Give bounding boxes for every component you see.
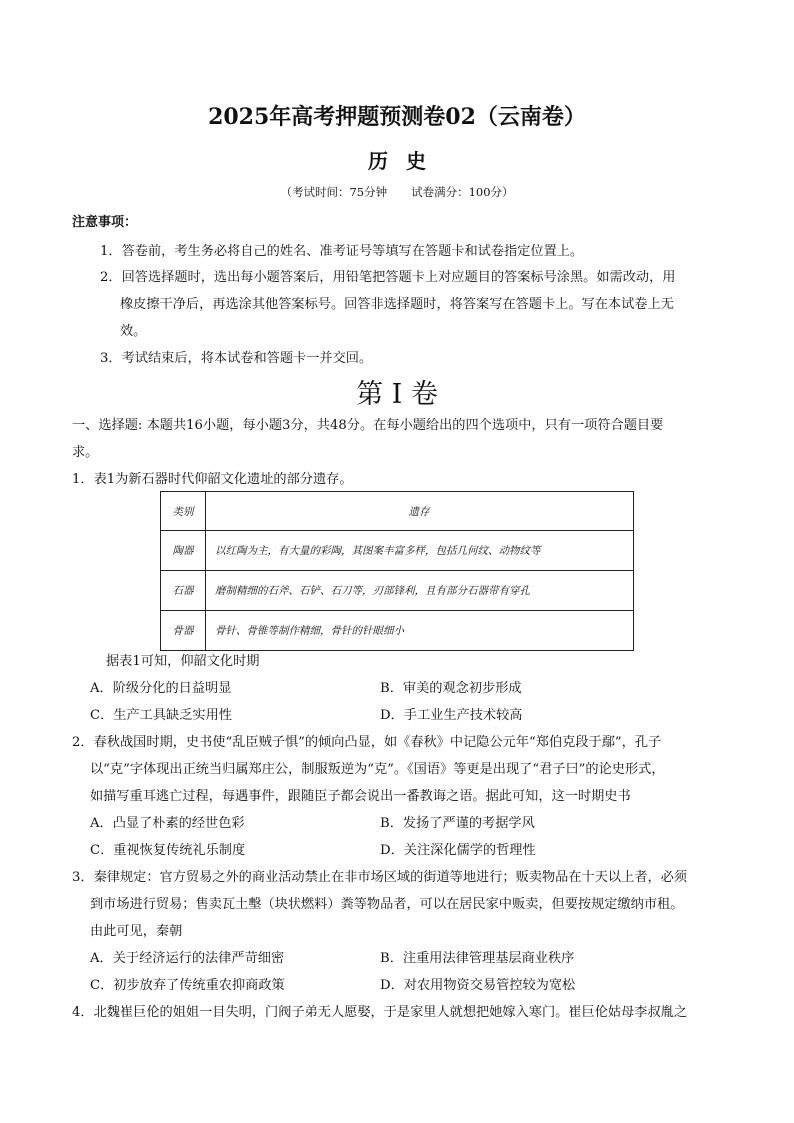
option-c: C．重视恢复传统礼乐制度 xyxy=(90,843,246,858)
table-row xyxy=(161,531,634,571)
table-header: 类别 xyxy=(161,492,206,531)
table-cell: 骨器 xyxy=(161,611,206,651)
option-b: B．审美的观念初步形成 xyxy=(380,681,522,696)
option-c: C．初步放弃了传统重农抑商政策 xyxy=(90,978,285,993)
question-2-stem: 如描写重耳逃亡过程，每遇事件，跟随臣子都会说出一番教诲之语。据此可知，这一时期史书 xyxy=(90,789,631,804)
question-1-stem: 1．表1为新石器时代仰韶文化遗址的部分遗存。 xyxy=(72,472,353,487)
option-d: D．关注深化儒学的哲理性 xyxy=(380,843,536,858)
option-a: A．凸显了朴素的经世色彩 xyxy=(90,816,245,831)
exam-time: （考试时间：75分钟 xyxy=(280,185,388,199)
notice-item: 2．回答选择题时，选出每小题答案后，用铅笔把答题卡上对应题目的答案标号涂黑。如需改动，用 xyxy=(100,270,676,285)
exam-title: 2025年高考押题预测卷02（云南卷） xyxy=(208,104,586,130)
notice-item-cont: 效。 xyxy=(120,324,147,339)
question-3-stem: 由此可见，秦朝 xyxy=(90,924,183,939)
question-4-stem: 4．北魏崔巨伦的姐姐一目失明，门阀子弟无人愿娶，于是家里人就想把她嫁入寒门。崔巨伦姑母李叔胤之 xyxy=(72,1005,688,1020)
option-d: D．对农用物资交易管控较为宽松 xyxy=(380,978,576,993)
subject-title: 历史 xyxy=(368,149,444,173)
table-cell: 陶器 xyxy=(161,531,206,571)
question-2-stem: 以“克”字体现出正统当归属郑庄公，制服叛逆为“克”。《国语》等更是出现了“君子曰”的论史形式， xyxy=(90,762,665,777)
table-row xyxy=(161,571,634,611)
option-b: B．发扬了严谨的考据学风 xyxy=(380,816,535,831)
option-c: C．生产工具缺乏实用性 xyxy=(90,708,232,723)
notice-item-cont: 橡皮擦干净后，再选涂其他答案标号。回答非选择题时，将答案写在答题卡上。写在本试卷上无 xyxy=(120,297,674,312)
option-b: B．注重用法律管理基层商业秩序 xyxy=(380,951,575,966)
question-3-stem: 3．秦律规定：官方贸易之外的商业活动禁止在非市场区域的街道等地进行；贩卖物品在十天以上者，必须 xyxy=(72,870,688,885)
full-score: 试卷满分：100分） xyxy=(411,185,514,199)
notice-heading: 注意事项： xyxy=(72,215,138,230)
option-a: A．阶级分化的日益明显 xyxy=(90,681,232,696)
section-title: 第 I 卷 xyxy=(356,379,438,410)
question-2-stem: 2．春秋战国时期，史书使“乱臣贼子惧”的倾向凸显，如《春秋》中记隐公元年“郑伯克段于鄢”，孔子 xyxy=(72,735,662,750)
table-row xyxy=(161,611,634,651)
table-cell: 石器 xyxy=(161,571,206,611)
question-1-lead: 据表1可知，仰韶文化时期 xyxy=(106,654,260,669)
option-d: D．手工业生产技术较高 xyxy=(380,708,523,723)
exam-info xyxy=(0,184,794,200)
table-header-row xyxy=(161,492,634,531)
question-3-stem: 到市场进行贸易；售卖瓦土墼（块状燃料）粪等物品者，可以在居民家中贩卖，但要按规定缴纳市租。 xyxy=(90,897,684,912)
table-header: 遗存 xyxy=(206,492,634,531)
relics-table xyxy=(160,491,634,651)
table-cell: 以红陶为主，有大量的彩陶，其图案丰富多样，包括几何纹、动物纹等 xyxy=(206,531,634,571)
table-cell: 骨针、骨锥等制作精细，骨针的针眼细小 xyxy=(206,611,634,651)
section-intro: 求。 xyxy=(72,445,99,460)
table-cell: 磨制精细的石斧、石铲、石刀等，刃部锋利，且有部分石器带有穿孔 xyxy=(206,571,634,611)
option-a: A．关于经济运行的法律严苛细密 xyxy=(90,951,285,966)
notice-item: 1．答卷前，考生务必将自己的姓名、准考证号等填写在答题卡和试卷指定位置上。 xyxy=(100,244,584,259)
section-intro: 一、选择题: 本题共16小题，每小题3分，共48分。在每小题给出的四个选项中，只有一项符合题目要 xyxy=(72,418,664,433)
notice-item: 3．考试结束后，将本试卷和答题卡一并交回。 xyxy=(100,351,373,366)
